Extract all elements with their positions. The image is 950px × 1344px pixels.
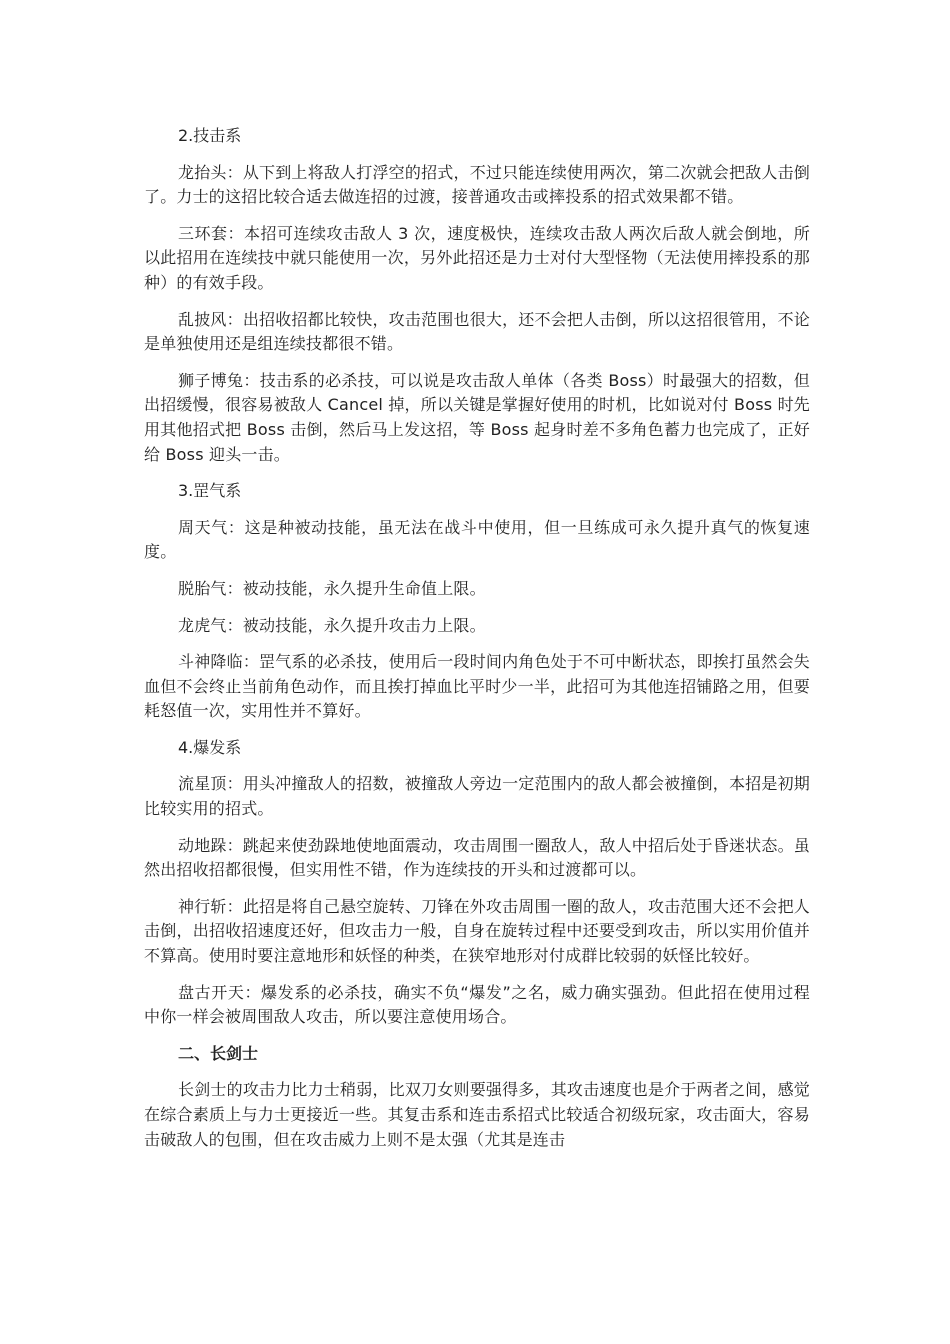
chapter-heading-changjianshi: 二、长剑士 [178,1043,259,1063]
paragraph-tuotaiqi: 脱胎气：被动技能，永久提升生命值上限。 [178,578,486,598]
paragraph-shizibotu: 狮子博兔：技击系的必杀技，可以说是攻击敌人单体（各类 Boss）时最强大的招数，但出招缓慢，很容易被敌人 Cancel 掉，所以关键是掌握好使用的时机，比如说对付 Boss 时先用其他招式把 Boss 击倒，然后马上发这招，等 Boss 起身时差不多角色蓄力也完成了，正好给 Boss 迎头一击。 [144,370,810,464]
section-heading-baofa: 4.爆发系 [178,737,242,757]
paragraph-longtaitou: 龙抬头：从下到上将敌人打浮空的招式，不过只能连续使用两次，第二次就会把敌人击倒了。力士的这招比较合适去做连招的过渡，接普通攻击或摔投系的招式效果都不错。 [144,162,810,207]
paragraph-shenxingzhan: 神行斩：此招是将自己悬空旋转、刀锋在外攻击周围一圈的敌人，攻击范围大还不会把人击倒，出招收招速度还好，但攻击力一般，自身在旋转过程中还要受到攻击，所以实用价值并不算高。使用时要注意地形和妖怪的种类，在狭窄地形对付成群比较弱的妖怪比较好。 [144,896,810,966]
paragraph-longhuqi: 龙虎气：被动技能，永久提升攻击力上限。 [178,615,486,635]
paragraph-luanpifeng: 乱披风：出招收招都比较快，攻击范围也很大，还不会把人击倒，所以这招很管用，不论是单独使用还是组连续技都很不错。 [144,309,810,354]
document-page [144,124,810,1164]
paragraph-zhoutianqi: 周天气：这是种被动技能，虽无法在战斗中使用，但一旦练成可永久提升真气的恢复速度。 [144,517,810,562]
section-heading-gangqi: 3.罡气系 [178,481,242,501]
section-heading-jiji: 2.技击系 [178,126,242,145]
paragraph-changjianshi-intro: 长剑士的攻击力比力士稍弱，比双刀女则要强得多，其攻击速度也是介于两者之间，感觉在综合素质上与力士更接近一些。其复击系和连击系招式比较适合初级玩家，攻击面大，容易击破敌人的包围，但在攻击威力上则不是太强（尤其是连击 [144,1080,810,1149]
paragraph-sanhuantao: 三环套：本招可连续攻击敌人 3 次，速度极快，连续攻击敌人两次后敌人就会倒地，所以此招用在连续技中就只能使用一次，另外此招还是力士对付大型怪物（无法使用摔投系的那种）的有效手段。 [144,223,810,292]
paragraph-dongdiduo: 动地跺：跳起来使劲跺地使地面震动，攻击周围一圈敌人，敌人中招后处于昏迷状态。虽然出招收招都很慢，但实用性不错，作为连续技的开头和过渡都可以。 [144,835,810,880]
paragraph-pangukaitian: 盘古开天：爆发系的必杀技，确实不负“爆发”之名，威力确实强劲。但此招在使用过程中你一样会被周围敌人攻击，所以要注意使用场合。 [144,982,810,1027]
paragraph-liuxingding: 流星顶：用头冲撞敌人的招数，被撞敌人旁边一定范围内的敌人都会被撞倒，本招是初期比较实用的招式。 [144,774,810,819]
paragraph-doushenjianglin: 斗神降临：罡气系的必杀技，使用后一段时间内角色处于不可中断状态，即挨打虽然会失血但不会终止当前角色动作，而且挨打掉血比平时少一半，此招可为其他连招铺路之用，但要耗怒值一次，实用性并不算好。 [144,652,810,721]
